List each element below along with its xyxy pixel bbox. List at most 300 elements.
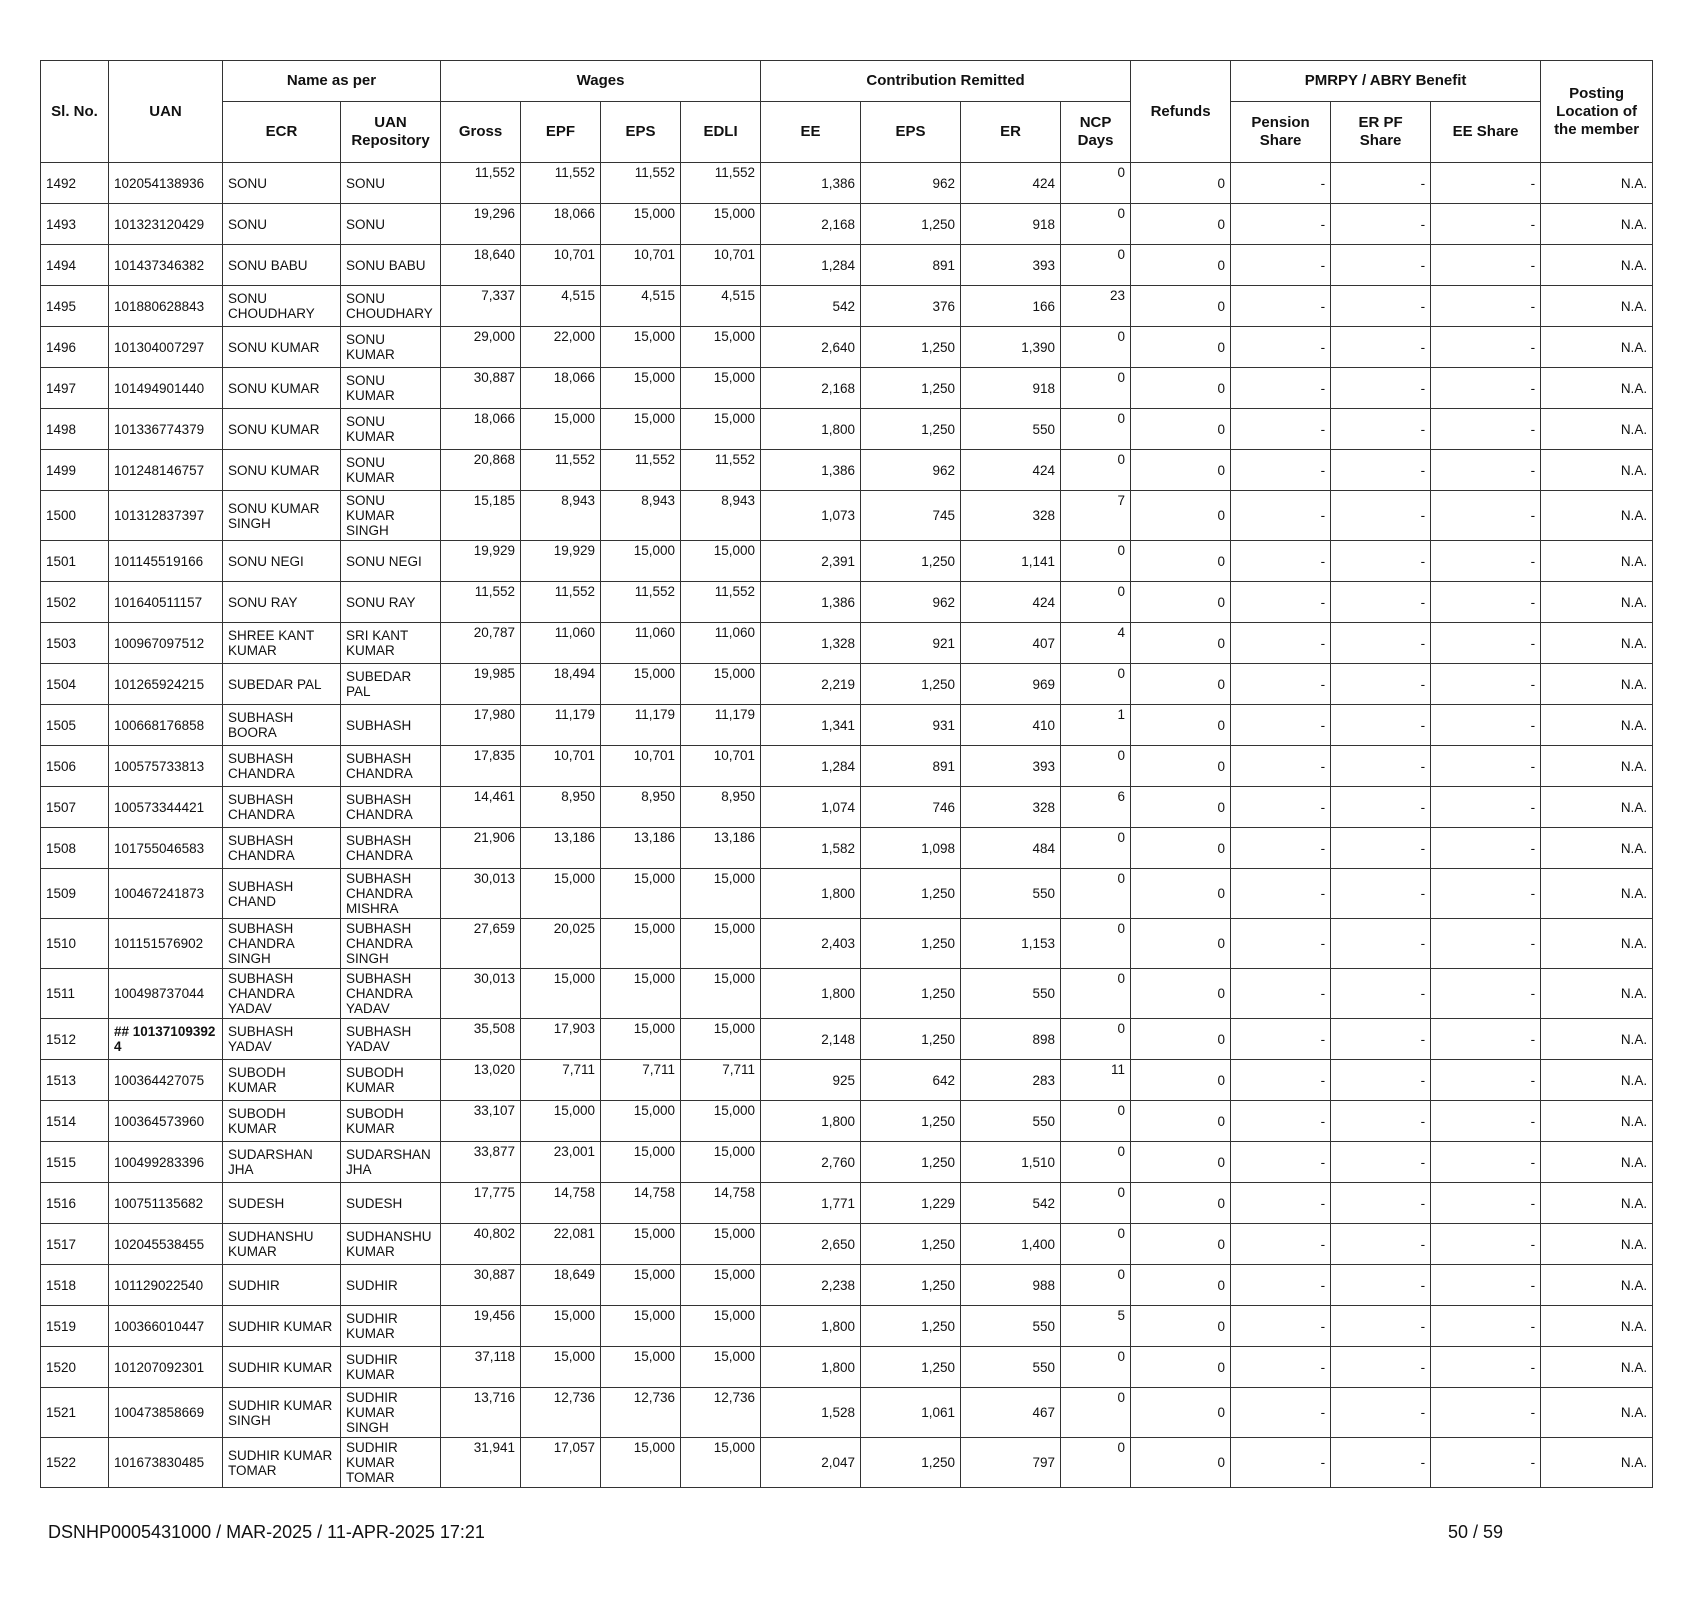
cell-epf: 8,943	[521, 491, 601, 541]
cell-ee-share: -	[1431, 163, 1541, 204]
table-row	[41, 869, 1653, 919]
cell-gross: 11,552	[441, 163, 521, 204]
cell-ee: 1,800	[761, 1347, 861, 1388]
cell-ncp-days: 0	[1061, 919, 1131, 969]
cell-edli: 12,736	[681, 1388, 761, 1438]
cell-pension-share: -	[1231, 327, 1331, 368]
cell-sl-no: 1505	[41, 705, 109, 746]
cell-refunds: 0	[1131, 869, 1231, 919]
cell-refunds: 0	[1131, 491, 1231, 541]
cell-ecr-name: SONU KUMAR SINGH	[223, 491, 341, 541]
cell-edli: 15,000	[681, 409, 761, 450]
cell-ee-share: -	[1431, 1347, 1541, 1388]
cell-epf: 18,649	[521, 1265, 601, 1306]
table-row	[41, 1388, 1653, 1438]
cell-eps: 13,186	[601, 828, 681, 869]
cell-ncp-days: 0	[1061, 1265, 1131, 1306]
col-gross: Gross	[441, 102, 521, 163]
cell-pension-share: -	[1231, 286, 1331, 327]
cell-er-pf-share: -	[1331, 1388, 1431, 1438]
cell-posting-location: N.A.	[1541, 1019, 1653, 1060]
cell-er: 393	[961, 245, 1061, 286]
cell-sl-no: 1496	[41, 327, 109, 368]
cell-refunds: 0	[1131, 828, 1231, 869]
cell-uan: 100573344421	[109, 787, 223, 828]
cell-uan-repository-name: SONU CHOUDHARY	[341, 286, 441, 327]
cell-eps-contribution: 931	[861, 705, 961, 746]
cell-posting-location: N.A.	[1541, 1142, 1653, 1183]
cell-eps-contribution: 921	[861, 623, 961, 664]
cell-er: 1,390	[961, 327, 1061, 368]
cell-posting-location: N.A.	[1541, 1265, 1653, 1306]
cell-ecr-name: SONU KUMAR	[223, 450, 341, 491]
cell-ee: 925	[761, 1060, 861, 1101]
cell-uan: 101265924215	[109, 664, 223, 705]
cell-ee: 2,219	[761, 664, 861, 705]
cell-pension-share: -	[1231, 450, 1331, 491]
cell-uan-repository-name: SONU KUMAR SINGH	[341, 491, 441, 541]
cell-posting-location: N.A.	[1541, 787, 1653, 828]
cell-er-pf-share: -	[1331, 450, 1431, 491]
cell-eps-contribution: 1,250	[861, 869, 961, 919]
cell-uan-repository-name: SUBHASH CHANDRA	[341, 787, 441, 828]
cell-ncp-days: 4	[1061, 623, 1131, 664]
cell-posting-location: N.A.	[1541, 450, 1653, 491]
cell-er: 550	[961, 969, 1061, 1019]
cell-sl-no: 1497	[41, 368, 109, 409]
cell-epf: 13,186	[521, 828, 601, 869]
cell-er: 1,141	[961, 541, 1061, 582]
cell-refunds: 0	[1131, 245, 1231, 286]
cell-er-pf-share: -	[1331, 245, 1431, 286]
table-row	[41, 1183, 1653, 1224]
cell-pension-share: -	[1231, 623, 1331, 664]
cell-ecr-name: SUDHIR KUMAR SINGH	[223, 1388, 341, 1438]
cell-edli: 10,701	[681, 245, 761, 286]
cell-eps: 11,552	[601, 450, 681, 491]
table-row	[41, 664, 1653, 705]
cell-gross: 19,985	[441, 664, 521, 705]
cell-refunds: 0	[1131, 368, 1231, 409]
cell-sl-no: 1522	[41, 1438, 109, 1488]
cell-er: 1,510	[961, 1142, 1061, 1183]
table-row	[41, 623, 1653, 664]
cell-epf: 11,552	[521, 450, 601, 491]
cell-sl-no: 1500	[41, 491, 109, 541]
table-row	[41, 746, 1653, 787]
cell-ecr-name: SUDHIR	[223, 1265, 341, 1306]
table-row	[41, 286, 1653, 327]
cell-er-pf-share: -	[1331, 204, 1431, 245]
cell-ncp-days: 0	[1061, 450, 1131, 491]
cell-er: 410	[961, 705, 1061, 746]
cell-posting-location: N.A.	[1541, 286, 1653, 327]
cell-eps-contribution: 1,250	[861, 1306, 961, 1347]
cell-er-pf-share: -	[1331, 491, 1431, 541]
cell-edli: 4,515	[681, 286, 761, 327]
cell-gross: 30,887	[441, 1265, 521, 1306]
col-posting-location: Posting Location of the member	[1541, 61, 1653, 163]
cell-uan: 101494901440	[109, 368, 223, 409]
cell-edli: 8,943	[681, 491, 761, 541]
cell-gross: 18,066	[441, 409, 521, 450]
cell-eps: 10,701	[601, 746, 681, 787]
cell-ee: 2,168	[761, 204, 861, 245]
cell-er: 550	[961, 869, 1061, 919]
col-refunds: Refunds	[1131, 61, 1231, 163]
cell-gross: 20,787	[441, 623, 521, 664]
cell-pension-share: -	[1231, 1438, 1331, 1488]
cell-posting-location: N.A.	[1541, 623, 1653, 664]
cell-pension-share: -	[1231, 204, 1331, 245]
cell-epf: 14,758	[521, 1183, 601, 1224]
cell-gross: 30,013	[441, 869, 521, 919]
cell-edli: 15,000	[681, 919, 761, 969]
table-row	[41, 1142, 1653, 1183]
cell-gross: 17,835	[441, 746, 521, 787]
cell-uan-repository-name: SONU	[341, 204, 441, 245]
cell-uan-repository-name: SUDARSHAN JHA	[341, 1142, 441, 1183]
cell-uan: 100366010447	[109, 1306, 223, 1347]
cell-ncp-days: 0	[1061, 1388, 1131, 1438]
cell-uan: 101151576902	[109, 919, 223, 969]
cell-eps: 15,000	[601, 664, 681, 705]
cell-ecr-name: SONU BABU	[223, 245, 341, 286]
cell-refunds: 0	[1131, 409, 1231, 450]
cell-ncp-days: 0	[1061, 1224, 1131, 1265]
cell-eps-contribution: 1,061	[861, 1388, 961, 1438]
cell-sl-no: 1516	[41, 1183, 109, 1224]
cell-uan-repository-name: SUDHIR KUMAR SINGH	[341, 1388, 441, 1438]
cell-epf: 15,000	[521, 1306, 601, 1347]
cell-ee: 1,800	[761, 1306, 861, 1347]
cell-pension-share: -	[1231, 1019, 1331, 1060]
cell-eps: 15,000	[601, 1438, 681, 1488]
cell-er: 467	[961, 1388, 1061, 1438]
table-row	[41, 705, 1653, 746]
col-er-pf-share: ER PF Share	[1331, 102, 1431, 163]
cell-ee: 1,582	[761, 828, 861, 869]
cell-posting-location: N.A.	[1541, 705, 1653, 746]
cell-ee-share: -	[1431, 1183, 1541, 1224]
cell-gross: 37,118	[441, 1347, 521, 1388]
cell-edli: 13,186	[681, 828, 761, 869]
cell-er-pf-share: -	[1331, 623, 1431, 664]
cell-sl-no: 1493	[41, 204, 109, 245]
cell-edli: 7,711	[681, 1060, 761, 1101]
cell-er-pf-share: -	[1331, 1142, 1431, 1183]
cell-uan-repository-name: SRI KANT KUMAR	[341, 623, 441, 664]
table-row	[41, 1438, 1653, 1488]
table-row	[41, 1224, 1653, 1265]
cell-epf: 18,494	[521, 664, 601, 705]
cell-er-pf-share: -	[1331, 1060, 1431, 1101]
col-er: ER	[961, 102, 1061, 163]
cell-ee: 1,528	[761, 1388, 861, 1438]
cell-ncp-days: 0	[1061, 541, 1131, 582]
cell-ncp-days: 0	[1061, 1183, 1131, 1224]
cell-uan-repository-name: SUDHANSHU KUMAR	[341, 1224, 441, 1265]
cell-eps: 15,000	[601, 1101, 681, 1142]
cell-uan-repository-name: SONU	[341, 163, 441, 204]
cell-edli: 15,000	[681, 1224, 761, 1265]
cell-ee: 1,386	[761, 163, 861, 204]
cell-gross: 7,337	[441, 286, 521, 327]
cell-ee: 1,386	[761, 582, 861, 623]
cell-eps-contribution: 1,250	[861, 1347, 961, 1388]
cell-eps: 15,000	[601, 409, 681, 450]
cell-epf: 10,701	[521, 245, 601, 286]
cell-refunds: 0	[1131, 787, 1231, 828]
table-row	[41, 491, 1653, 541]
cell-edli: 15,000	[681, 1019, 761, 1060]
cell-er-pf-share: -	[1331, 1306, 1431, 1347]
cell-gross: 18,640	[441, 245, 521, 286]
cell-posting-location: N.A.	[1541, 582, 1653, 623]
cell-gross: 33,877	[441, 1142, 521, 1183]
cell-eps: 15,000	[601, 1306, 681, 1347]
cell-ee: 2,650	[761, 1224, 861, 1265]
cell-sl-no: 1492	[41, 163, 109, 204]
cell-gross: 14,461	[441, 787, 521, 828]
cell-uan: 100467241873	[109, 869, 223, 919]
cell-uan-repository-name: SUBHASH	[341, 705, 441, 746]
cell-pension-share: -	[1231, 541, 1331, 582]
cell-gross: 19,296	[441, 204, 521, 245]
cell-er-pf-share: -	[1331, 1019, 1431, 1060]
cell-sl-no: 1509	[41, 869, 109, 919]
cell-edli: 8,950	[681, 787, 761, 828]
cell-refunds: 0	[1131, 327, 1231, 368]
cell-refunds: 0	[1131, 746, 1231, 787]
cell-sl-no: 1503	[41, 623, 109, 664]
cell-epf: 17,903	[521, 1019, 601, 1060]
cell-sl-no: 1520	[41, 1347, 109, 1388]
cell-pension-share: -	[1231, 1265, 1331, 1306]
cell-ee: 1,341	[761, 705, 861, 746]
cell-er-pf-share: -	[1331, 828, 1431, 869]
cell-ecr-name: SUBHASH CHANDRA	[223, 787, 341, 828]
cell-ecr-name: SONU KUMAR	[223, 368, 341, 409]
cell-eps: 15,000	[601, 1019, 681, 1060]
cell-uan: ## 10137109392 4	[109, 1019, 223, 1060]
cell-er: 424	[961, 450, 1061, 491]
cell-eps: 15,000	[601, 1347, 681, 1388]
table-row	[41, 541, 1653, 582]
cell-gross: 27,659	[441, 919, 521, 969]
cell-posting-location: N.A.	[1541, 368, 1653, 409]
cell-ecr-name: SUDHIR KUMAR	[223, 1306, 341, 1347]
cell-pension-share: -	[1231, 1060, 1331, 1101]
cell-pension-share: -	[1231, 787, 1331, 828]
cell-uan-repository-name: SUBHASH CHANDRA SINGH	[341, 919, 441, 969]
cell-er-pf-share: -	[1331, 368, 1431, 409]
cell-ee-share: -	[1431, 705, 1541, 746]
cell-eps: 14,758	[601, 1183, 681, 1224]
cell-epf: 17,057	[521, 1438, 601, 1488]
col-eps: EPS	[601, 102, 681, 163]
table-row	[41, 969, 1653, 1019]
cell-posting-location: N.A.	[1541, 664, 1653, 705]
cell-er: 550	[961, 1306, 1061, 1347]
cell-er-pf-share: -	[1331, 1438, 1431, 1488]
cell-eps: 11,179	[601, 705, 681, 746]
cell-epf: 11,179	[521, 705, 601, 746]
cell-edli: 15,000	[681, 1347, 761, 1388]
table-row	[41, 1265, 1653, 1306]
cell-uan-repository-name: SONU BABU	[341, 245, 441, 286]
cell-gross: 33,107	[441, 1101, 521, 1142]
col-group-name-as-per: Name as per	[223, 61, 441, 102]
cell-ee-share: -	[1431, 1306, 1541, 1347]
col-group-wages: Wages	[441, 61, 761, 102]
cell-posting-location: N.A.	[1541, 828, 1653, 869]
cell-sl-no: 1519	[41, 1306, 109, 1347]
table-row	[41, 368, 1653, 409]
table-header	[41, 61, 1653, 163]
footer-page-number: 50 / 59	[1448, 1522, 1504, 1542]
cell-epf: 18,066	[521, 204, 601, 245]
cell-eps-contribution: 891	[861, 746, 961, 787]
table-row	[41, 204, 1653, 245]
cell-er-pf-share: -	[1331, 787, 1431, 828]
cell-uan: 100668176858	[109, 705, 223, 746]
cell-eps: 15,000	[601, 1142, 681, 1183]
cell-uan-repository-name: SUBHASH CHANDRA MISHRA	[341, 869, 441, 919]
cell-ee: 2,391	[761, 541, 861, 582]
cell-gross: 15,185	[441, 491, 521, 541]
cell-epf: 15,000	[521, 1101, 601, 1142]
cell-ncp-days: 0	[1061, 1347, 1131, 1388]
cell-er-pf-share: -	[1331, 705, 1431, 746]
cell-ee-share: -	[1431, 828, 1541, 869]
cell-pension-share: -	[1231, 582, 1331, 623]
cell-er: 283	[961, 1060, 1061, 1101]
cell-er-pf-share: -	[1331, 286, 1431, 327]
cell-ee: 1,284	[761, 746, 861, 787]
cell-uan: 101129022540	[109, 1265, 223, 1306]
cell-epf: 19,929	[521, 541, 601, 582]
cell-edli: 14,758	[681, 1183, 761, 1224]
cell-ee-share: -	[1431, 746, 1541, 787]
cell-eps-contribution: 1,250	[861, 664, 961, 705]
cell-ncp-days: 0	[1061, 245, 1131, 286]
cell-posting-location: N.A.	[1541, 746, 1653, 787]
cell-sl-no: 1507	[41, 787, 109, 828]
cell-uan: 102045538455	[109, 1224, 223, 1265]
cell-posting-location: N.A.	[1541, 969, 1653, 1019]
ecr-contribution-table	[40, 60, 1653, 1488]
cell-sl-no: 1494	[41, 245, 109, 286]
cell-ecr-name: SONU	[223, 204, 341, 245]
cell-er-pf-share: -	[1331, 409, 1431, 450]
cell-sl-no: 1515	[41, 1142, 109, 1183]
cell-ee-share: -	[1431, 1019, 1541, 1060]
cell-uan: 101145519166	[109, 541, 223, 582]
table-row	[41, 327, 1653, 368]
cell-sl-no: 1495	[41, 286, 109, 327]
cell-uan-repository-name: SUDHIR KUMAR	[341, 1347, 441, 1388]
cell-sl-no: 1514	[41, 1101, 109, 1142]
cell-posting-location: N.A.	[1541, 1183, 1653, 1224]
cell-eps: 7,711	[601, 1060, 681, 1101]
cell-eps-contribution: 1,250	[861, 204, 961, 245]
cell-ee-share: -	[1431, 1265, 1541, 1306]
cell-uan-repository-name: SUDESH	[341, 1183, 441, 1224]
cell-er: 328	[961, 491, 1061, 541]
cell-ee: 2,047	[761, 1438, 861, 1488]
cell-uan-repository-name: SONU KUMAR	[341, 450, 441, 491]
cell-pension-share: -	[1231, 491, 1331, 541]
cell-ee: 2,168	[761, 368, 861, 409]
cell-eps-contribution: 1,250	[861, 409, 961, 450]
cell-ee-share: -	[1431, 664, 1541, 705]
cell-er: 988	[961, 1265, 1061, 1306]
cell-ee-share: -	[1431, 623, 1541, 664]
cell-sl-no: 1510	[41, 919, 109, 969]
cell-eps-contribution: 1,250	[861, 1438, 961, 1488]
cell-refunds: 0	[1131, 1060, 1231, 1101]
cell-eps-contribution: 1,250	[861, 368, 961, 409]
cell-ecr-name: SUBHASH CHANDRA	[223, 746, 341, 787]
cell-pension-share: -	[1231, 1306, 1331, 1347]
cell-pension-share: -	[1231, 245, 1331, 286]
cell-ee: 2,238	[761, 1265, 861, 1306]
cell-edli: 11,060	[681, 623, 761, 664]
cell-uan-repository-name: SONU KUMAR	[341, 409, 441, 450]
cell-sl-no: 1501	[41, 541, 109, 582]
cell-ee-share: -	[1431, 582, 1541, 623]
cell-gross: 11,552	[441, 582, 521, 623]
cell-refunds: 0	[1131, 1388, 1231, 1438]
cell-epf: 22,081	[521, 1224, 601, 1265]
col-pension-share: Pension Share	[1231, 102, 1331, 163]
col-uan: UAN	[109, 61, 223, 163]
cell-er-pf-share: -	[1331, 1183, 1431, 1224]
cell-ee-share: -	[1431, 1224, 1541, 1265]
cell-ncp-days: 0	[1061, 828, 1131, 869]
cell-uan: 102054138936	[109, 163, 223, 204]
table-body	[41, 163, 1653, 1488]
cell-pension-share: -	[1231, 969, 1331, 1019]
cell-er: 484	[961, 828, 1061, 869]
col-group-pmrpy-abry: PMRPY / ABRY Benefit	[1231, 61, 1541, 102]
col-edli: EDLI	[681, 102, 761, 163]
cell-pension-share: -	[1231, 368, 1331, 409]
cell-uan-repository-name: SUDHIR KUMAR	[341, 1306, 441, 1347]
cell-pension-share: -	[1231, 1388, 1331, 1438]
cell-uan-repository-name: SUBODH KUMAR	[341, 1101, 441, 1142]
cell-ee: 1,800	[761, 409, 861, 450]
col-group-contribution-remitted: Contribution Remitted	[761, 61, 1131, 102]
cell-eps-contribution: 1,250	[861, 969, 961, 1019]
cell-ecr-name: SONU RAY	[223, 582, 341, 623]
cell-refunds: 0	[1131, 919, 1231, 969]
cell-ee-share: -	[1431, 869, 1541, 919]
cell-eps: 15,000	[601, 969, 681, 1019]
cell-refunds: 0	[1131, 1142, 1231, 1183]
col-ecr: ECR	[223, 102, 341, 163]
cell-eps-contribution: 376	[861, 286, 961, 327]
cell-pension-share: -	[1231, 1183, 1331, 1224]
cell-ecr-name: SONU KUMAR	[223, 327, 341, 368]
cell-edli: 15,000	[681, 1438, 761, 1488]
cell-pension-share: -	[1231, 919, 1331, 969]
cell-ee-share: -	[1431, 491, 1541, 541]
cell-refunds: 0	[1131, 450, 1231, 491]
cell-er-pf-share: -	[1331, 327, 1431, 368]
cell-sl-no: 1518	[41, 1265, 109, 1306]
